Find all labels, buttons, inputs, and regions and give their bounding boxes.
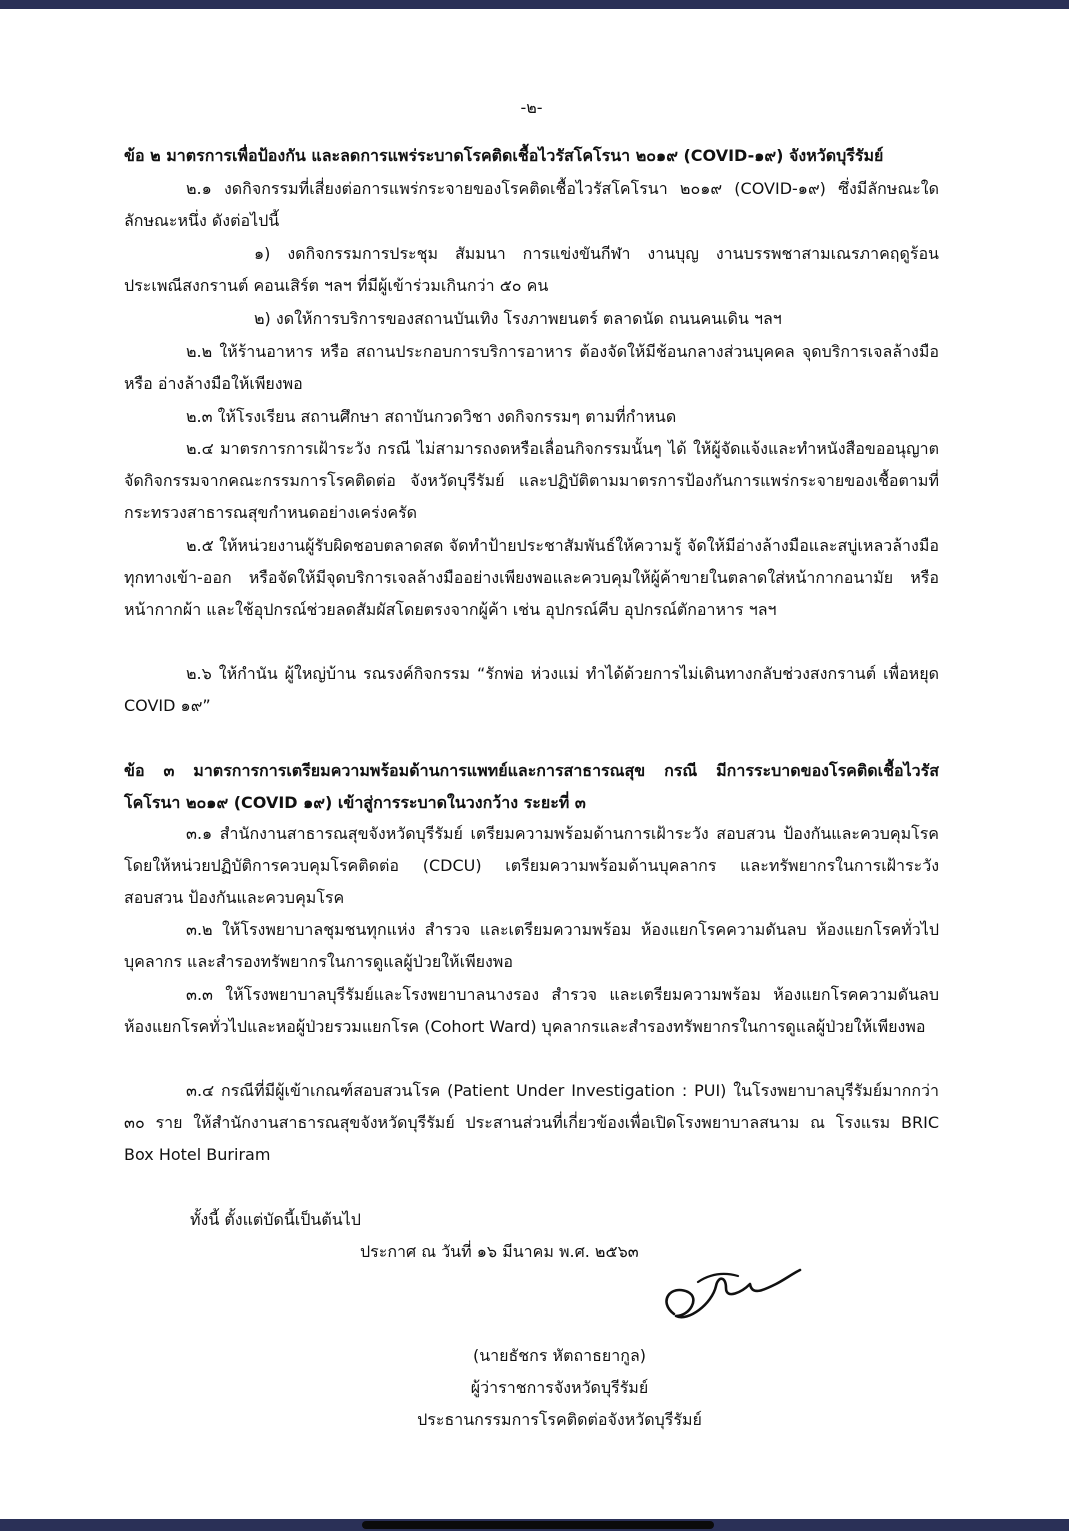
paragraph-2-1: ๒.๑ งดกิจกรรมที่เสี่ยงต่อการแพร่กระจายของโรคติดเชื้อไวรัสโคโรนา ๒๐๑๙ (COVID-๑๙) ซึ่งมีลักษณะใดลักษณะหนึ่ง ดังต่อไปนี้ (124, 179, 939, 230)
paragraph-2-6: ๒.๖ ให้กำนัน ผู้ใหญ่บ้าน รณรงค์กิจกรรม “รักพ่อ ห่วงแม่ ทำได้ด้วยการไม่เดินทางกลับช่วงสงกรานต์ เพื่อหยุด COVID ๑๙” (124, 664, 939, 715)
home-indicator[interactable] (362, 1521, 714, 1529)
paragraph-3-3: ๓.๓ ให้โรงพยาบาลบุรีรัมย์และโรงพยาบาลนางรอง สำรวจ และเตรียมความพร้อม ห้องแยกโรคความดันลบ ห้องแยกโรคทั่วไปและหอผู้ป่วยรวมแยกโรค (Cohort Ward) บุคลากรและสำรองทรัพยากรในการดูแลผู้ป่วยให้เพียงพอ (124, 985, 939, 1036)
section-2-heading: ข้อ ๒ มาตรการเพื่อป้องกัน และลดการแพร่ระบาดโรคติดเชื้อไวรัสโคโรนา ๒๐๑๙ (COVID-๑๙) จังหวัดบุรีรัมย์ (124, 146, 884, 165)
paragraph-3-1: ๓.๑ สำนักงานสาธารณสุขจังหวัดบุรีรัมย์ เตรียมความพร้อมด้านการเฝ้าระวัง สอบสวน ป้องกันและควบคุมโรค โดยให้หน่วยปฏิบัติการควบคุมโรคติดต่อ (CDCU) เตรียมความพร้อมด้านบุคลากร และทรัพยากรในการเฝ้าระวัง สอบสวน ป้องกันและควบคุมโรค (124, 824, 939, 907)
effective-clause: ทั้งนี้ ตั้งแต่บัดนี้เป็นต้นไป (190, 1210, 361, 1229)
signer-title: ผู้ว่าราชการจังหวัดบุรีรัมย์ (470, 1378, 649, 1397)
page-number: -๒- (520, 98, 543, 117)
top-frame-bar (0, 0, 1069, 9)
paragraph-3-2: ๓.๒ ให้โรงพยาบาลชุมชนทุกแห่ง สำรวจ และเตรียมความพร้อม ห้องแยกโรคความดันลบ ห้องแยกโรคทั่วไป บุคลากร และสำรองทรัพยากรในการดูแลผู้ป่วยให้เพียงพอ (124, 920, 939, 971)
paragraph-2-4: ๒.๔ มาตรการการเฝ้าระวัง กรณี ไม่สามารถงดหรือเลื่อนกิจกรรมนั้นๆ ได้ ให้ผู้จัดแจ้งและทำหนังสือขออนุญาตจัดกิจกรรมจากคณะกรรมการโรคติดต่อ จังหวัดบุรีรัมย์ และปฏิบัติตามมาตรการป้องกันการแพร่กระจายของเชื้อตามที่กระทรวงสาธารณสุขกำหนดอย่างเคร่งครัด (124, 439, 939, 522)
section-3-heading: ข้อ ๓ มาตรการการเตรียมความพร้อมด้านการแพทย์และการสาธารณสุข กรณี มีการระบาดของโรคติดเชื้อไวรัสโคโรนา ๒๐๑๙ (COVID ๑๙) เข้าสู่การระบาดในวงกว้าง ระยะที่ ๓ (124, 761, 939, 812)
paragraph-2-3: ๒.๓ ให้โรงเรียน สถานศึกษา สถาบันกวดวิชา งดกิจกรรมๆ ตามที่กำหนด (186, 407, 677, 426)
handwritten-signature (654, 1262, 804, 1330)
signer-name: (นายธัชกร หัตถาธยากูล) (473, 1346, 646, 1365)
signer-block (124, 1340, 939, 1436)
signer-role: ประธานกรรมการโรคติดต่อจังหวัดบุรีรัมย์ (417, 1410, 702, 1429)
paragraph-2-2: ๒.๒ ให้ร้านอาหาร หรือ สถานประกอบการบริการอาหาร ต้องจัดให้มีช้อนกลางส่วนบุคคล จุดบริการเจลล้างมือ หรือ อ่างล้างมือให้เพียงพอ (124, 342, 939, 393)
paragraph-2-1-item-1: ๑) งดกิจกรรมการประชุม สัมมนา การแข่งขันกีฬา งานบุญ งานบรรพชาสามเณรภาคฤดูร้อน ประเพณีสงกรานต์ คอนเสิร์ต ฯลฯ ที่มีผู้เข้าร่วมเกินกว่า ๕๐ คน (124, 244, 939, 295)
paragraph-2-1-item-2: ๒) งดให้การบริการของสถานบันเทิง โรงภาพยนตร์ ตลาดนัด ถนนคนเดิน ฯลฯ (254, 309, 782, 328)
announcement-date: ประกาศ ณ วันที่ ๑๖ มีนาคม พ.ศ. ๒๕๖๓ (360, 1242, 639, 1261)
paragraph-2-5: ๒.๕ ให้หน่วยงานผู้รับผิดชอบตลาดสด จัดทำป้ายประชาสัมพันธ์ให้ความรู้ จัดให้มีอ่างล้างมือและสบู่เหลวล้างมือทุกทางเข้า-ออก หรือจัดให้มีจุดบริการเจลล้างมืออย่างเพียงพอและควบคุมให้ผู้ค้าขายในตลาดใส่หน้ากากอนามัย หรือหน้ากากผ้า และใช้อุปกรณ์ช่วยลดสัมผัสโดยตรงจากผู้ค้า เช่น อุปกรณ์คีบ อุปกรณ์ตักอาหาร ฯลฯ (124, 536, 939, 619)
paragraph-3-4: ๓.๔ กรณีที่มีผู้เข้าเกณฑ์สอบสวนโรค (Patient Under Investigation : PUI) ในโรงพยาบาลบุรีรัมย์มากกว่า ๓๐ ราย ให้สำนักงานสาธารณสุขจังหวัดบุรีรัมย์ ประสานส่วนที่เกี่ยวข้องเพื่อเปิดโรงพยาบาลสนาม ณ โรงแรม BRIC Box Hotel Buriram (124, 1081, 939, 1164)
